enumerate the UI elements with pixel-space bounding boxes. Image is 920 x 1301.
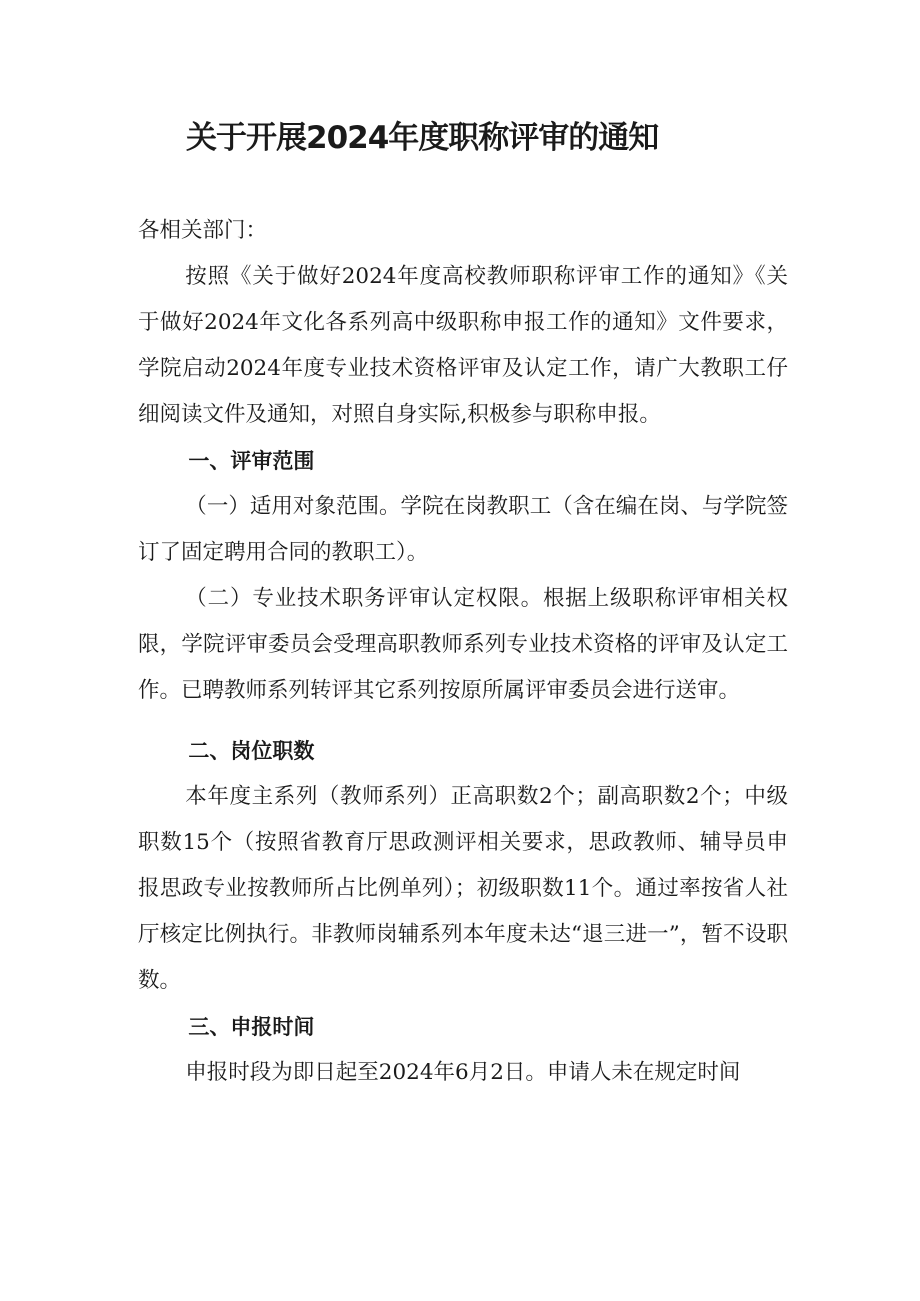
positions-paragraph: 本年度主系列（教师系列）正高职数2个；副高职数2个；中级职数15个（按照省教育厅思政测评相关要求，思政教师、辅导员申报思政专业按教师所占比例单列）；初级职数11个。通过率按省人社厅核定比例执行。非教师岗辅系列本年度未达“退三进一”，暂不设职数。: [138, 784, 788, 993]
section-heading-positions: 二、岗位职数: [188, 739, 315, 763]
document-title: 关于开展2024年度职称评审的通知: [186, 120, 659, 156]
document-body: [138, 208, 788, 1096]
section-heading-scope: 一、评审范围: [188, 449, 315, 473]
intro-paragraph: 按照《关于做好2024年度高校教师职称评审工作的通知》《关于做好2024年文化各系列高中级职称申报工作的通知》文件要求，学院启动2024年度专业技术资格评审及认定工作，请广大教职工仔细阅读文件及通知，对照自身实际,积极参与职称申报。: [138, 264, 788, 427]
schedule-paragraph: 申报时段为即日起至2024年6月2日。申请人未在规定时间: [185, 1060, 741, 1085]
scope-paragraph-1: （一）适用对象范围。学院在岗教职工（含在编在岗、与学院签订了固定聘用合同的教职工）。: [138, 494, 788, 565]
salutation: 各相关部门：: [138, 218, 268, 243]
section-gap: [138, 714, 788, 728]
scope-paragraph-2: （二）专业技术职务评审认定权限。根据上级职称评审相关权限，学院评审委员会受理高职教师系列专业技术资格的评审及认定工作。已聘教师系列转评其它系列按原所属评审委员会进行送审。: [138, 586, 788, 703]
section-heading-schedule: 三、申报时间: [188, 1015, 315, 1039]
